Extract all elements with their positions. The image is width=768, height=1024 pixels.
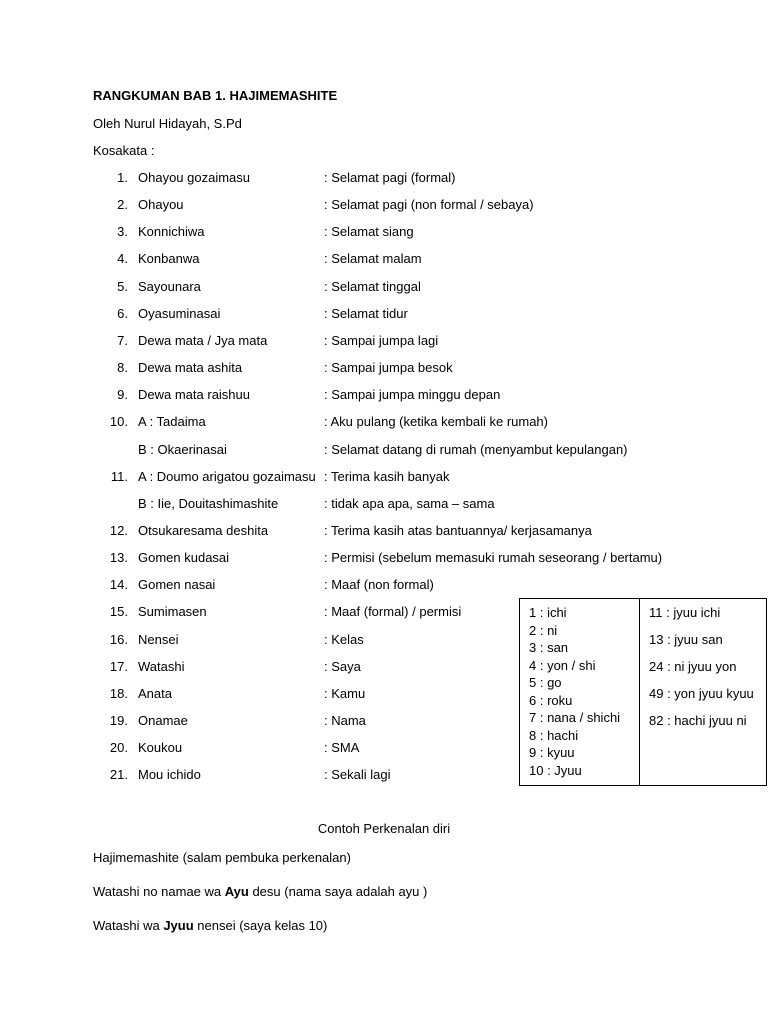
vocab-meaning: : Saya: [324, 659, 361, 674]
example-line-1: Hajimemashite (salam pembuka perkenalan): [93, 850, 351, 865]
vocab-term: A : Tadaima: [138, 414, 206, 429]
number-entry: 1 : ichi: [529, 605, 567, 620]
example-line-3-suffix: nensei (saya kelas 10): [193, 918, 328, 933]
vocab-number: 4.: [117, 251, 128, 266]
vocab-term: Sumimasen: [138, 604, 207, 619]
vocab-meaning: : Maaf (formal) / permisi: [324, 604, 462, 619]
number-entry: 9 : kyuu: [529, 745, 575, 760]
vocab-meaning: : Kelas: [324, 632, 364, 647]
vocab-term: Dewa mata raishuu: [138, 387, 250, 402]
vocab-meaning: : Selamat siang: [324, 224, 414, 239]
author-line: Oleh Nurul Hidayah, S.Pd: [93, 116, 242, 131]
number-entry: 10 : Jyuu: [529, 762, 582, 778]
kosakata-label: Kosakata :: [93, 143, 155, 158]
vocab-meaning: : Aku pulang (ketika kembali ke rumah): [324, 414, 548, 429]
vocab-number: 3.: [117, 224, 128, 239]
vocab-term: A : Doumo arigatou gozaimasu: [138, 469, 316, 484]
vocab-term: Nensei: [138, 632, 179, 647]
vocab-term: B : Iie, Douitashimashite: [138, 496, 279, 511]
vocab-meaning: : Selamat tidur: [324, 306, 408, 321]
vocab-number: 2.: [117, 197, 128, 212]
example-line-2: [93, 884, 427, 900]
vocab-meaning: : Permisi (sebelum memasuki rumah seseorang / bertamu): [324, 550, 663, 565]
vocab-meaning: : Terima kasih atas bantuannya/ kerjasamanya: [324, 523, 592, 538]
vocab-number: 13.: [109, 550, 128, 565]
vocab-meaning: : Sampai jumpa besok: [324, 360, 453, 375]
number-entry: 24 : ni jyuu yon: [649, 659, 737, 674]
vocab-number: 19.: [109, 713, 128, 728]
vocab-meaning: : Selamat datang di rumah (menyambut kepulangan): [324, 442, 628, 457]
vocab-number: 21.: [109, 767, 128, 782]
vocab-term: Oyasuminasai: [138, 306, 221, 321]
example-line-3-prefix: Watashi wa: [93, 918, 164, 933]
vocab-term: Otsukaresama deshita: [138, 523, 269, 538]
number-entry: 13 : jyuu san: [649, 632, 723, 647]
vocab-number: 1.: [117, 170, 128, 185]
vocab-meaning: : Kamu: [324, 686, 366, 701]
numbers-column-left: [529, 604, 620, 779]
vocab-number: 14.: [109, 577, 128, 592]
numbers-column-right: [649, 604, 754, 739]
vocab-term: Mou ichido: [138, 767, 201, 782]
vocab-term: Dewa mata ashita: [138, 360, 243, 375]
example-line-3: [93, 918, 327, 934]
vocab-number: 16.: [109, 632, 128, 647]
vocab-number: 5.: [117, 279, 128, 294]
vocab-meaning: : Terima kasih banyak: [324, 469, 450, 484]
number-entry: 7 : nana / shichi: [529, 710, 621, 725]
vocab-term: Onamae: [138, 713, 188, 728]
vocab-number: 8.: [117, 360, 128, 375]
vocab-number: 15.: [109, 604, 128, 619]
vocab-meaning: : Sampai jumpa minggu depan: [324, 387, 501, 402]
vocab-meaning: : SMA: [324, 740, 360, 755]
vocab-term: Konbanwa: [138, 251, 200, 266]
vocab-number: 7.: [117, 333, 128, 348]
vocab-term: Sayounara: [138, 279, 201, 294]
vocab-term: Dewa mata / Jya mata: [138, 333, 268, 348]
vocab-term: Ohayou: [138, 197, 184, 212]
vocab-meaning: : Maaf (non formal): [324, 577, 434, 592]
number-entry: 2 : ni: [529, 622, 558, 638]
number-entry: 82 : hachi jyuu ni: [649, 713, 747, 728]
vocab-meaning: : Selamat pagi (formal): [324, 170, 456, 185]
example-line-2-suffix: desu (nama saya adalah ayu ): [248, 884, 428, 899]
example-heading: Contoh Perkenalan diri: [317, 821, 451, 836]
vocab-number: 9.: [117, 387, 128, 402]
vocab-number: 11.: [110, 469, 128, 484]
number-entry: 5 : go: [529, 675, 562, 690]
vocab-term: Watashi: [138, 659, 185, 674]
number-entry: 3 : san: [529, 640, 569, 655]
example-name: Ayu: [224, 884, 249, 899]
vocab-meaning: : Sekali lagi: [324, 767, 391, 782]
vocab-term: Gomen kudasai: [138, 550, 230, 565]
vocab-meaning: : tidak apa apa, sama – sama: [324, 496, 495, 511]
vocab-term: Ohayou gozaimasu: [138, 170, 251, 185]
vocab-number: 17.: [109, 659, 128, 674]
vocab-term: Koukou: [138, 740, 183, 755]
number-entry: 49 : yon jyuu kyuu: [649, 686, 754, 701]
vocab-meaning: : Nama: [324, 713, 366, 728]
number-entry: 4 : yon / shi: [529, 657, 596, 673]
vocab-number: 12.: [109, 523, 128, 538]
number-entry: 6 : roku: [529, 692, 573, 708]
example-line-2-prefix: Watashi no namae wa: [93, 884, 225, 899]
vocab-number: 18.: [109, 686, 128, 701]
vocab-number: 20.: [109, 740, 128, 755]
number-entry: 8 : hachi: [529, 727, 579, 743]
vocab-term: Gomen nasai: [138, 577, 216, 592]
number-entry: 11 : jyuu ichi: [649, 605, 721, 620]
vocab-term: Anata: [138, 686, 172, 701]
vocab-meaning: : Sampai jumpa lagi: [324, 333, 439, 348]
table-divider: [639, 599, 640, 785]
vocab-meaning: : Selamat malam: [324, 251, 422, 266]
vocab-term: Konnichiwa: [138, 224, 205, 239]
vocab-term: B : Okaerinasai: [138, 442, 227, 457]
vocab-meaning: : Selamat pagi (non formal / sebaya): [324, 197, 534, 212]
example-grade: Jyuu: [163, 918, 194, 933]
vocab-meaning: : Selamat tinggal: [324, 279, 421, 294]
vocab-number: 6.: [117, 306, 128, 321]
numbers-table: [519, 598, 767, 786]
vocab-number: 10.: [109, 414, 128, 429]
document-title: RANGKUMAN BAB 1. HAJIMEMASHITE: [93, 88, 338, 103]
